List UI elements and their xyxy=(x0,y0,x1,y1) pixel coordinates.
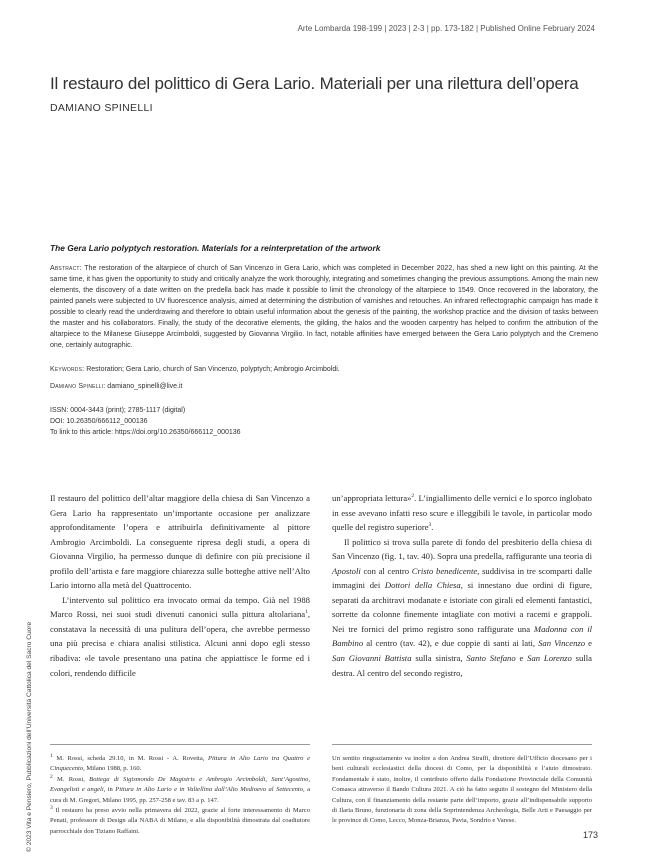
abstract-label: Abstract: xyxy=(50,265,82,272)
footnote-text: , Milano 1988, p. 160. xyxy=(83,765,142,773)
footnote xyxy=(50,775,310,806)
article-title: Il restauro del polittico di Gera Lario. Materiali per una rilettura dell’opera xyxy=(50,74,579,93)
artwork-subject: San Lorenzo xyxy=(527,653,572,664)
body-text: , suddivisa in tre scomparti dalle immagini dei xyxy=(332,565,592,591)
footnote xyxy=(50,806,310,837)
body-text: . xyxy=(431,522,434,533)
artwork-subject: Apostoli xyxy=(332,565,361,576)
footnote-text: M. Rossi, xyxy=(52,775,90,783)
cited-title: Bottega di Sigismondo De Magistris e Ambrogio Arcimboldi, Sant’Agostino, Evangelisti e angeli xyxy=(50,775,310,794)
footnote-ref[interactable]: 3 xyxy=(428,522,432,529)
footnote-text: , in xyxy=(103,786,116,794)
english-title: The Gera Lario polyptych restoration. Materials for a reinterpretation of the artwork xyxy=(50,243,381,253)
artwork-subject: San Giovanni Battista xyxy=(332,653,412,664)
contact-label: Damiano Spinelli: xyxy=(50,383,106,390)
author-contact xyxy=(50,383,183,390)
footnote-text: M. Rossi, scheda 29.10, in M. Rossi - A. Rovetta, xyxy=(52,755,209,762)
footnote-ref[interactable]: 2 xyxy=(411,493,415,500)
artwork-subject: Dottori della Chiesa xyxy=(384,580,461,591)
article-link[interactable]: To link to this article: https://doi.org/10.26350/666112_000136 xyxy=(50,429,241,436)
body-paragraph xyxy=(332,491,592,535)
footnote-number: 3 xyxy=(50,804,53,811)
body-text: sulla destra. Al centro del secondo registro, xyxy=(332,653,592,678)
footnote-divider xyxy=(332,744,592,745)
body-text: Il polittico si trova sulla parete di fondo del presbiterio della chiesa di San Vincenzo (fig. 1, tav. 40). Sopra una predella, raffigurante una teoria di xyxy=(332,536,592,562)
body-paragraph: Il restauro del polittico dell’altar maggiore della chiesa di San Vincenzo a Gera Lario ha rappresentato un’importante occasione per analizzare approfonditamente l’opera e attribuirla definitivamente al pittore Ambrogio Arcimboldi. La conseguente ripresa degli studi, a opera di Giovanna Virgilio, ha permesso dunque di definire con più precisione il profilo dell’artista e fare maggiore chiarezza sulle botteghe attive nell’Alto Lario intorno alla metà del Quattrocento. xyxy=(50,493,310,591)
body-text: L’intervento sul polittico era invocato ormai da tempo. Già nel 1988 Marco Rossi, nei suoi studi divenuti canonici sulla pittura altolariana xyxy=(50,594,310,620)
footnotes-left xyxy=(50,754,310,837)
footnote-text: , a cura di M. Gregori, Milano 1995, pp. 257-258 e tav. 83 a p. 147. xyxy=(50,786,310,804)
artwork-subject: Santo Stefano xyxy=(466,653,516,664)
keywords-text: Restoration; Gera Lario, church of San Vincenzo, polyptych; Ambrogio Arcimboldi. xyxy=(84,366,340,373)
body-paragraph xyxy=(50,593,310,680)
page-number: 173 xyxy=(582,830,598,840)
footnote-text: Il restauro ha preso avvio nella primavera del 2022, grazie al forte interessamento di Marco Penati, professore di Design alla NABA di Milano, e alla disponibilità dimostrata dal coadiutore parrocchiale don Tiziano Raffaini. xyxy=(50,807,310,835)
cited-title: Pittura in Alto Lario tra Quattro e Cinquecento xyxy=(50,755,310,773)
body-column-left xyxy=(50,491,310,680)
body-text: al centro (tav. 42), e due coppie di santi ai lati, xyxy=(363,638,539,649)
body-text: sulla sinistra, xyxy=(411,653,467,664)
keywords-label: Keywords: xyxy=(50,366,85,373)
body-text: un’appropriata lettura» xyxy=(332,493,412,503)
article-metadata xyxy=(50,405,241,438)
abstract-text: The restoration of the altarpiece of church of San Vincenzo in Gera Lario, which was completed in December 2022, has shed a new light on this painting. At the same time, it has given the opportunity to study and critically analyze the work thoroughly, integrating and sometimes changing the previous assumptions. Among the main new elements, the discovery of a date written on the predella back has made it possible to limit the chronology of the altarpiece to 1549. Once recovered in the laboratory, the painted panels were subjected to UV fluorescence analysis, aimed at determining the distribution of varnishes and retouches. An infrared reflectographic campaign has made it possible to clearly read the underdrawing and therefore to obtain useful information about the genesis of the painting, the workshop practice and the division of tasks between the master and his collaborators. Finally, the study of the decorative elements, the gilding, the halos and the wooden carpentry has helped to confirm the attribution of the altarpiece to the Milanese Giuseppe Arcimboldi, suggested by Giovanna Virgilio. In fact, notable affinities have emerged between the Gera Lario polyptych and the Cremeno one, certainly autographic. xyxy=(50,265,598,349)
artwork-subject: Cristo benedicente xyxy=(411,565,478,576)
body-text: . L’ingiallimento delle vernici e lo sporco inglobato in esse avevano infatti reso scure e illeggibili le tavole, in particolar modo quelle del registro superiore xyxy=(332,493,592,533)
footnote-divider xyxy=(50,744,310,745)
author-name: DAMIANO SPINELLI xyxy=(50,102,153,114)
footnote-number: 1 xyxy=(50,752,53,759)
artwork-subject: San Vincenzo xyxy=(538,638,586,649)
footnote-continued: Un sentito ringraziamento va inoltre a don Andrea Straffi, direttore dell’Ufficio diocesano per i beni culturali ecclesiastici della diocesi di Como, per la disponibilità e l’aiuto dimostrato. Fondamentale è stato, inoltre, il contributo offerto dalla Fondazione Provinciale della Comunità Comasca attraverso il Bando Cultura 2021. A ciò ha fatto seguito il sostegno del Ministero della Cultura, con il finanziamento della restante parte dell’importo, grazie all’indispensabile supporto di Ilaria Bruno, funzionaria di zona della Soprintendenza Archeologia, Belle Arti e Paesaggio per le province di Como, Lecco, Monza-Brianza, Pavia, Sondrio e Varese. xyxy=(332,755,592,825)
doi: DOI: 10.26350/666112_000136 xyxy=(50,418,148,425)
author-email[interactable]: damiano_spinelli@live.it xyxy=(105,383,183,390)
footnotes-right xyxy=(332,754,592,827)
artwork-subject: Madonna con il Bambino xyxy=(332,623,592,649)
keywords xyxy=(50,366,598,373)
copyright-notice: © 2023 Vita e Pensiero, Pubblicazioni dell’Università Cattolica del Sacro Cuore xyxy=(26,621,33,852)
body-text: e xyxy=(515,653,528,664)
footnote xyxy=(50,754,310,775)
body-text: e xyxy=(585,638,592,649)
footnote-number: 2 xyxy=(50,773,53,780)
body-column-right xyxy=(332,491,592,680)
body-text: , constatava la necessità di una pulitura dell’opera, che avrebbe permesso una più precisa e chiara analisi stilistica. Alcuni anni dopo egli stesso ribadiva: «le tavole presentano una patina che appiattisce le forme ed i colori, rendendo difficile xyxy=(50,609,310,678)
issn: ISSN: 0004-3443 (print); 2785-1117 (digital) xyxy=(50,407,186,414)
cited-title: Pittura in Alto Lario e in Valtellina dall’Alto Medioevo al Settecento xyxy=(115,786,303,794)
body-text: con al centro xyxy=(360,565,412,576)
body-text: , si innestano due ordini di figure, separati da architravi modanate e istoriate con girali ed elementi fantastici, sorrette da colonne finemente intagliate con motivi a racemi e grappoli. Nei tre fornici del primo registro sono raffigurate una xyxy=(332,580,592,634)
abstract xyxy=(50,263,598,351)
footnote-ref[interactable]: 1 xyxy=(305,609,308,616)
journal-reference: Arte Lombarda 198-199 | 2023 | 2-3 | pp. 173-182 | Published Online February 2024 xyxy=(297,24,595,33)
body-paragraph xyxy=(332,535,592,680)
